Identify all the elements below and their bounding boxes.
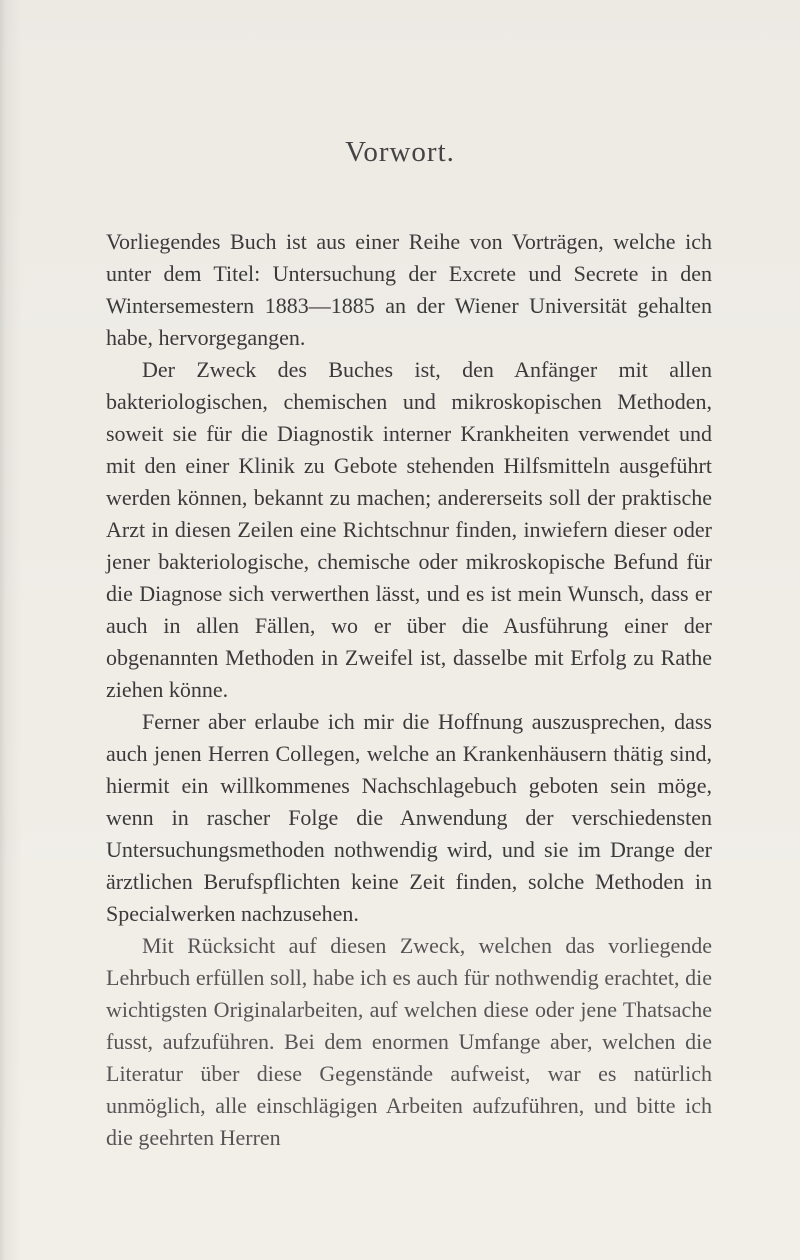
paragraph-2: Der Zweck des Buches ist, den Anfänger mit allen bakteriologischen, chemischen und mikroskopischen Methoden, soweit sie für die Diagnostik interner Krankheiten verwendet und mit den einer Klinik zu Gebote stehenden Hilfsmitteln ausgeführt werden können, bekannt zu machen; andererseits soll der praktische Arzt in diesen Zeilen eine Richtschnur finden, inwiefern dieser oder jener bakteriologische, chemische oder mikroskopische Befund für die Diagnose sich verwerthen lässt, und es ist mein Wunsch, dass er auch in allen Fällen, wo er über die Ausführung einer der obgenannten Methoden in Zweifel ist, dasselbe mit Erfolg zu Rathe ziehen könne. bbox=[106, 357, 712, 702]
preface-text bbox=[106, 226, 712, 1154]
paragraph-1: Vorliegendes Buch ist aus einer Reihe von Vorträgen, welche ich unter dem Titel: Untersuchung der Excrete und Secrete in den Wintersemestern 1883—1885 an der Wiener Universität gehalten habe, hervorgegangen. bbox=[106, 229, 712, 350]
paragraph-3: Ferner aber erlaube ich mir die Hoffnung auszusprechen, dass auch jenen Herren Collegen, welche an Krankenhäusern thätig sind, hiermit ein willkommenes Nachschlagebuch geboten sein möge, wenn in rascher Folge die Anwendung der verschiedensten Untersuchungsmethoden nothwendig wird, und sie im Drange der ärztlichen Berufspflichten keine Zeit finden, solche Methoden in Specialwerken nachzusehen. bbox=[106, 709, 712, 926]
page-title: Vorwort. bbox=[345, 136, 455, 168]
paragraph-4: Mit Rücksicht auf diesen Zweck, welchen das vorliegende Lehrbuch erfüllen soll, habe ich es auch für nothwendig erachtet, die wichtigsten Originalarbeiten, auf welchen diese oder jene Thatsache fusst, aufzuführen. Bei dem enormen Umfange aber, welchen die Literatur über diese Gegenstände aufweist, war es natürlich unmöglich, alle einschlägigen Arbeiten aufzuführen, und bitte ich die geehrten Herren bbox=[106, 933, 712, 1150]
